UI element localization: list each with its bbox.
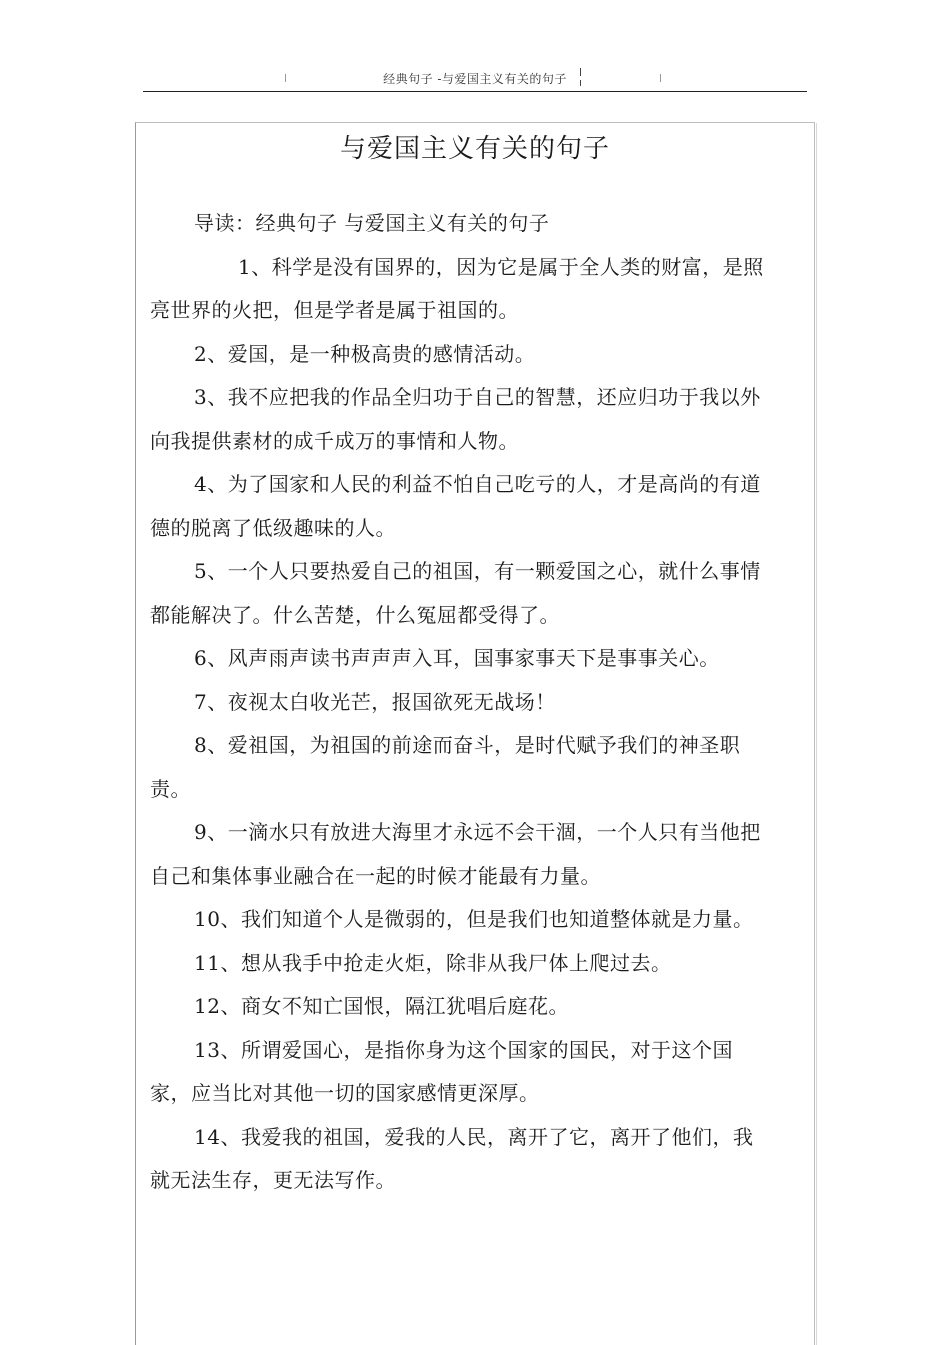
- quote-item-6: 6、风声雨声读书声声声入耳，国事家事天下是事事关心。: [194, 646, 720, 670]
- intro-line: 导读：经典句子 与爱国主义有关的句子: [194, 211, 550, 235]
- quote-item-2: 2、爱国，是一种极高贵的感情活动。: [194, 341, 536, 366]
- quote-item-3: 3、我不应把我的作品全归功于自己的智慧，还应归功于我以外向我提供素材的成千成万的事情和人物。: [150, 385, 761, 453]
- quote-item-10: 10、我们知道个人是微弱的，但是我们也知道整体就是力量。: [194, 907, 754, 931]
- quote-item-5: 5、一个人只要热爱自己的祖国，有一颗爱国之心，就什么事情都能解决了。什么苦楚，什么冤屈都受得了。: [150, 559, 761, 627]
- running-header: [143, 62, 807, 92]
- quote-item-14: 14、我爱我的祖国，爱我的人民，离开了它，离开了他们，我就无法生存，更无法写作。: [150, 1124, 754, 1192]
- document-body: [150, 202, 770, 1203]
- quote-item-11: 11、想从我手中抢走火炬，除非从我尸体上爬过去。: [194, 950, 672, 975]
- header-tick-mid: [580, 68, 581, 76]
- page-frame-shadow: [816, 123, 817, 1345]
- quote-item-9: 9、一滴水只有放进大海里才永远不会干涸，一个人只有当他把自己和集体事业融合在一起的时候才能最有力量。: [150, 820, 761, 888]
- header-tick-right: [660, 74, 661, 82]
- quote-item-13: 13、所谓爱国心，是指你身为这个国家的国民，对于这个国家，应当比对其他一切的国家感情更深厚。: [150, 1037, 733, 1105]
- document-title: 与爱国主义有关的句子: [339, 134, 610, 164]
- quote-item-8: 8、爱祖国，为祖国的前途而奋斗，是时代赋予我们的神圣职责。: [150, 733, 741, 801]
- header-text: 经典句子 -与爱国主义有关的句子: [383, 72, 567, 86]
- quote-item-12: 12、商女不知亡国恨，隔江犹唱后庭花。: [194, 994, 569, 1018]
- header-tick-mid-lower: [580, 80, 581, 86]
- quote-item-7: 7、夜视太白收光芒，报国欲死无战场！: [194, 689, 556, 714]
- quote-item-1: 1、科学是没有国界的，因为它是属于全人类的财富，是照亮世界的火把，但是学者是属于祖国的。: [150, 254, 764, 322]
- quote-item-4: 4、为了国家和人民的利益不怕自己吃亏的人，才是高尚的有道德的脱离了低级趣味的人。: [150, 472, 761, 540]
